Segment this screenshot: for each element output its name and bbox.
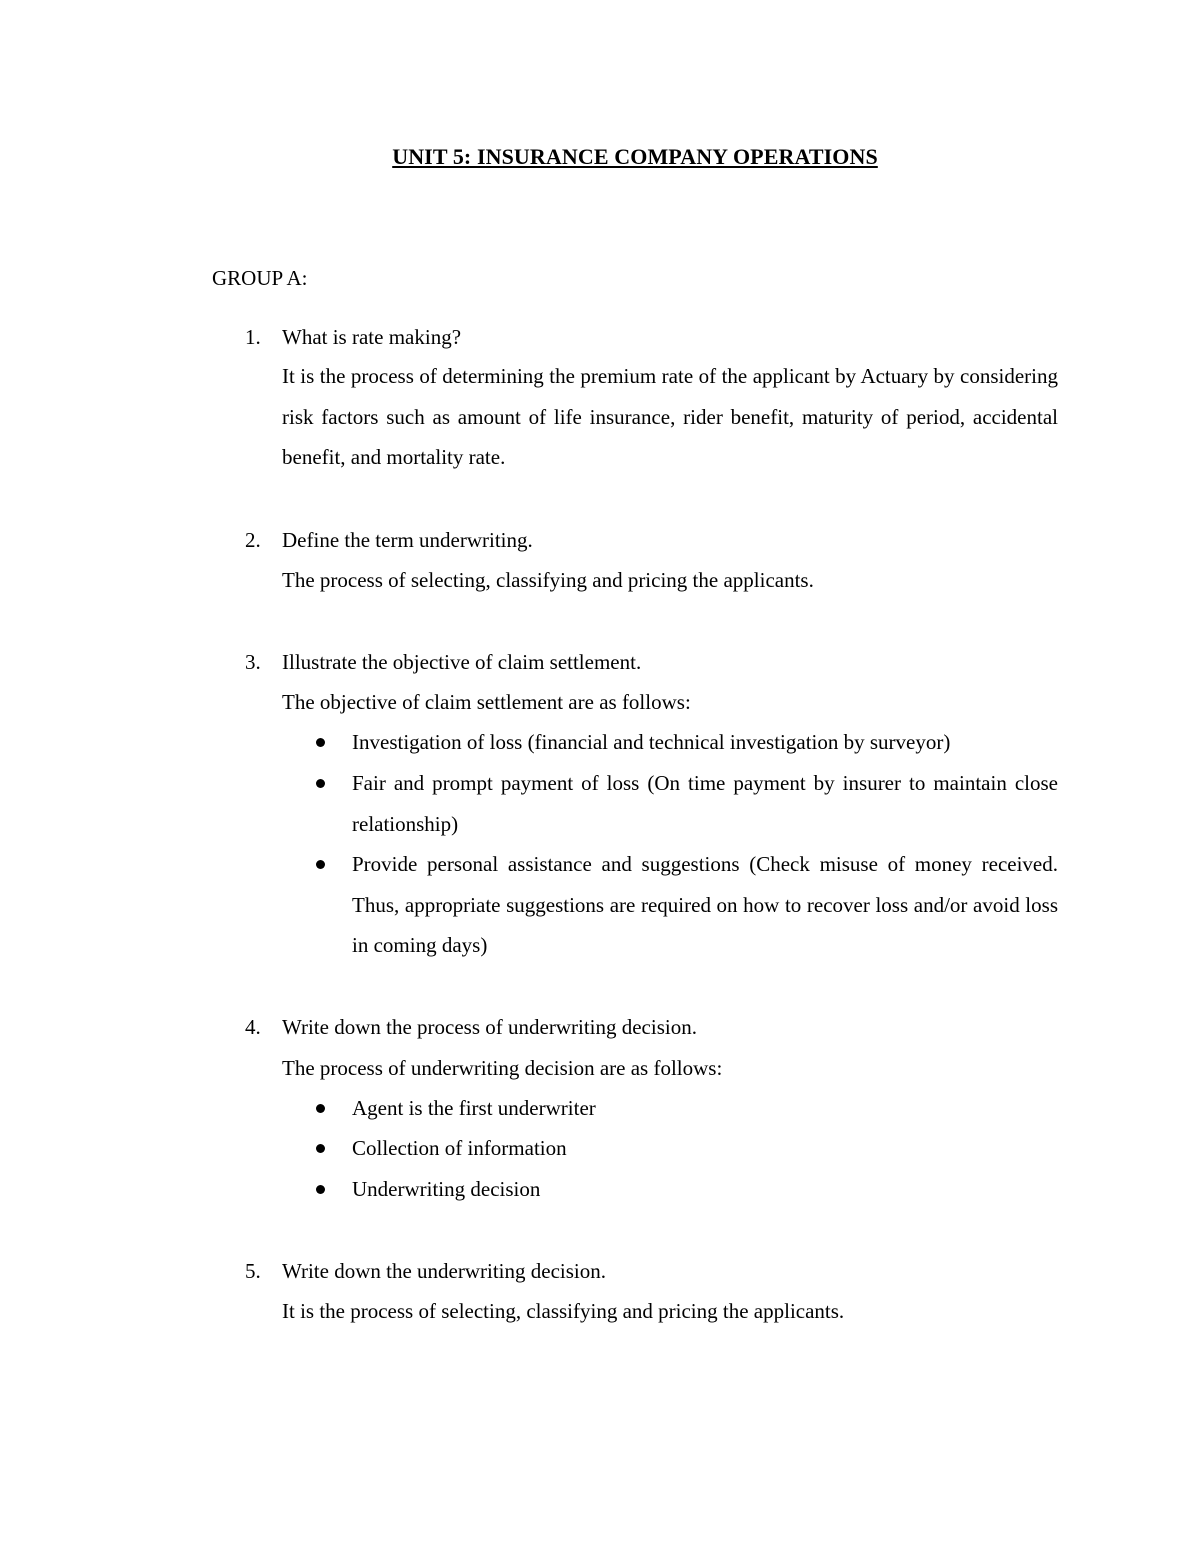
question-text: Write down the process of underwriting decision.: [282, 1015, 697, 1039]
bullet-icon: [316, 1185, 325, 1194]
page-title: UNIT 5: INSURANCE COMPANY OPERATIONS: [392, 144, 878, 169]
answer-text: The process of selecting, classifying and pricing the applicants.: [282, 568, 814, 592]
question-number: 1.: [245, 325, 261, 349]
list-item: Agent is the first underwriter: [352, 1096, 596, 1120]
list-item: Provide personal assistance and suggestions (Check misuse of money received. Thus, appropriate suggestions are required on how to recover loss and/or avoid loss in coming days): [352, 852, 1058, 957]
question-number: 4.: [245, 1015, 261, 1039]
question-number: 5.: [245, 1259, 261, 1283]
question-text: Define the term underwriting.: [282, 528, 533, 552]
question-text: What is rate making?: [282, 325, 462, 349]
question-text: Write down the underwriting decision.: [282, 1259, 606, 1283]
group-label: GROUP A:: [212, 266, 308, 290]
answer-text: The process of underwriting decision are as follows:: [282, 1056, 723, 1080]
bullet-icon: [316, 1144, 325, 1153]
bullet-icon: [316, 779, 325, 788]
answer-text: It is the process of selecting, classifying and pricing the applicants.: [282, 1299, 845, 1323]
question-text: Illustrate the objective of claim settlement.: [282, 650, 642, 674]
answer-text: It is the process of determining the premium rate of the applicant by Actuary by considering risk factors such as amount of life insurance, rider benefit, maturity of period, accidental benefit, and mortality rate.: [282, 364, 1058, 470]
list-item: Fair and prompt payment of loss (On time payment by insurer to maintain close relationship): [352, 771, 1058, 836]
bullet-icon: [316, 738, 325, 747]
list-item: Underwriting decision: [352, 1177, 541, 1201]
list-item: Collection of information: [352, 1136, 567, 1160]
question-number: 2.: [245, 528, 261, 552]
question-number: 3.: [245, 650, 261, 674]
bullet-icon: [316, 860, 325, 869]
bullet-icon: [316, 1104, 325, 1113]
list-item: Investigation of loss (financial and technical investigation by surveyor): [352, 730, 951, 754]
answer-text: The objective of claim settlement are as follows:: [282, 690, 691, 714]
